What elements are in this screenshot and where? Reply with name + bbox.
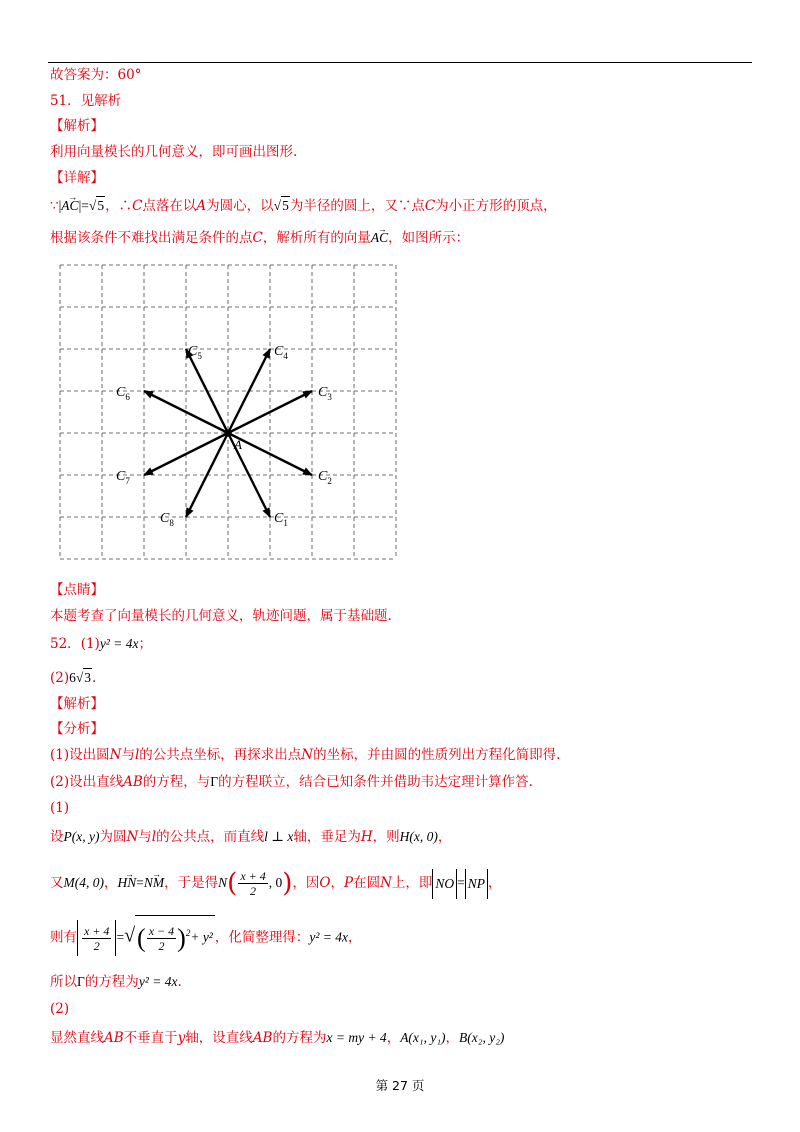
text-seg: 为圆 [99,829,127,845]
vector-label-c8: $C_8$ [160,511,174,528]
abs-no: NO [432,869,457,899]
point-b-coords: B(x₂, y₂) [459,1030,505,1045]
text-seg: ，化简整理得： [214,929,310,946]
text-seg: 的方程，与 [142,774,211,790]
vector-label-c1: $C_1$ [274,511,288,528]
text-seg: 轴，设直线 [185,1030,253,1046]
q52-line-m: 又M(4, 0)，HN →=NM →，于是得N( $\frac{x + 4}{2}$ , 0)，因O，P在圆N上，即 NO = NP ， [50,868,502,899]
equals: = [116,929,125,945]
text-seg: (1)设出圆 [50,747,110,763]
text-seg: 为半径的圆上，又∵点 [289,198,425,214]
dashed-grid [60,265,396,559]
text-seg: ，于是得 [164,875,219,891]
part-label: (1) [80,636,100,652]
text-seg: ，解析所有的向量 [262,230,371,246]
text-seg: ，则 [372,829,400,845]
q51-section-jiexi: 【解析】 [50,118,104,134]
text-seg: 则有 [50,929,77,946]
text-seg: ， [437,829,452,845]
vector-label-c4: $C_4$ [274,344,288,361]
q51-section-xiangjie: 【详解】 [50,170,104,186]
vector-grid-svg [58,263,402,563]
sqrt-value: 3 [84,670,92,685]
equals: = [136,875,144,890]
text-seg: 与 [138,829,152,845]
point-m: M(4, 0) [63,875,104,890]
text-seg: ， [104,875,118,891]
text-seg: . [177,974,182,990]
var-ab: AB [252,1030,273,1046]
q52-fenxi-1 [50,746,560,764]
line-equation: x = my + 4 [326,1030,387,1045]
fraction-numerator: x − 4 [148,923,175,938]
fraction-denominator: 2 [93,939,100,954]
vector-label-c5: $C_5$ [188,344,202,361]
text-seg: ， [386,1030,401,1046]
text-seg: ， [348,929,362,946]
fraction [238,869,267,898]
text-seg: 的方程为 [272,1030,327,1046]
text-seg: 的坐标，并由圆的性质列出方程化简即得. [313,747,561,763]
q52-section-fenxi: 【分析】 [50,721,104,737]
perp-expr: l ⊥ x [264,829,294,844]
var-l: l [134,747,140,763]
q52-solve1-label: (1) [50,800,70,816]
fraction-denominator: 2 [250,884,257,898]
vector-label-c2: $C_2$ [318,469,332,486]
q51-section-dianjing: 【点睛】 [50,582,104,598]
text-seg: 设 [50,829,64,845]
var-p: P [63,829,72,844]
var-o: O [319,875,331,891]
text-seg: 上，即 [391,875,433,891]
var-l: l [151,829,157,845]
q52-line-ab [50,1029,504,1047]
abs-fraction [77,920,116,956]
q52-line-p [50,828,451,846]
text-seg: (2)设出直线 [50,774,124,790]
vector-hn: HN → [118,868,137,898]
var-n: N [109,747,122,763]
q52-solve2-label: (2) [50,1001,70,1017]
q51-jiexi-text: 利用向量模长的几何意义，即可画出图形. [50,144,298,160]
text-seg: ，如图所示： [388,230,470,246]
text-seg: 在圆 [353,875,381,891]
answer-prefix: 故答案为： [50,67,118,83]
q52-fenxi-2 [50,773,533,791]
q51-heading [50,92,121,110]
text-seg: 所以 [50,974,77,990]
abs-np: NP [465,869,488,899]
vector-arrows [116,344,332,528]
equals: |= [78,198,89,213]
text-seg: ， [445,1030,460,1046]
question-number: 51． [50,93,81,109]
text-seg: ，因 [292,875,320,891]
var-n: N [126,829,139,845]
header-rule [48,62,752,63]
equals: = [457,875,465,890]
text-seg: ，∴ [105,198,133,214]
q52-line-gamma [50,973,182,991]
part-label: (2) [50,670,70,686]
q52-section-jiexi: 【解析】 [50,696,104,712]
coord-tail: , 0 [268,875,283,890]
text-seg: 的方程联立，结合已知条件并借助韦达定理计算作答. [218,774,533,790]
text-seg: 不垂直于 [123,1030,178,1046]
vector-ac: AC → [371,229,388,247]
text-seg: ； [138,636,152,652]
point-a-coords: A(x₁, y₁) [400,1030,446,1045]
vector-ac: AC → [61,197,78,215]
var-h: H [399,829,410,844]
coords-xy: (x, y) [71,829,100,844]
text-seg: 的公共点，而直线 [156,829,265,845]
because-symbol: ∵ [50,198,59,214]
center-label-a: A [234,437,242,452]
sqrt-body: ( $\frac{x - 4}{2}$ )$^2$+ y² [135,915,215,955]
point-a: A [196,198,207,214]
fraction [147,924,176,953]
q50-answer-line [50,66,141,84]
q51-xiangjie-line2 [50,229,469,247]
fraction [82,924,111,953]
gamma-equation: y² = 4x [138,974,178,989]
point-c: C [252,230,263,246]
page-footer: 第 27 页 [375,1078,425,1093]
var-gamma: Γ [77,974,85,989]
part2-coefficient: 6 [69,670,76,685]
coords-x0: (x, 0) [409,829,438,844]
q52-heading [50,635,152,653]
var-ab: AB [104,1030,124,1046]
question-heading: 见解析 [80,93,122,109]
text-seg: 又 [50,875,64,891]
result-equation: y² = 4x [309,929,349,945]
vector-nm: NM → [144,868,164,898]
text-seg: 为小正方形的顶点， [435,198,557,214]
vector-label-c3: $C_3$ [318,385,332,402]
fraction-denominator: 2 [158,938,165,953]
plus-y2: + y² [190,929,213,945]
vector-label-c7: $C_7$ [116,469,130,486]
var-n: N [301,747,314,763]
fraction-numerator: x + 4 [84,924,110,939]
text-seg: 显然直线 [50,1030,104,1046]
text-seg: ， [488,875,502,891]
q51-xiangjie-line1: ∵|AC →|=√5，∴C点落在以A为圆心，以√5为半径的圆上，又∵点C为小正方形的顶点， [50,196,557,215]
q51-dianjing-text: 本题考查了向量模长的几何意义，轨迹问题，属于基础题. [50,608,392,624]
point-c: C [424,198,436,214]
var-n: N [218,875,228,890]
text-seg: ， [330,875,344,891]
var-gamma: Γ [210,774,219,789]
vector-label-c6: $C_6$ [116,385,130,402]
var-h: H [360,829,373,845]
sqrt-value: 5 [97,198,105,213]
text-seg: 轴，垂足为 [293,829,361,845]
sqrt-value: 5 [282,198,289,213]
q52-part2: (2)6√3. [50,670,97,686]
text-seg: 根据该条件不难找出满足条件的点 [50,230,253,246]
text-seg: 的方程为 [84,974,139,990]
part1-equation: y² = 4x [99,636,139,651]
text-seg: 与 [121,747,135,763]
var-y: y [177,1030,186,1046]
vector-figure [58,263,402,567]
text-seg: 点落在以 [142,198,197,214]
point-c: C [132,198,143,214]
q52-line-eq: 则有 $\frac{x + 4}{2}$ =√( $\frac{x - 4}{2}$ )$^2$+ y² ，化简整理得：y² = 4x， [50,915,362,956]
answer-value: 60° [117,67,142,83]
var-ab: AB [123,774,143,790]
fraction-numerator: x + 4 [240,869,266,883]
text-seg: . [92,670,97,686]
var-p: P [343,875,354,891]
var-n: N [380,875,392,891]
text-seg: 为圆心，以 [206,198,274,214]
question-number: 52． [50,636,81,652]
text-seg: 的公共点坐标，再探求出点 [139,747,302,763]
